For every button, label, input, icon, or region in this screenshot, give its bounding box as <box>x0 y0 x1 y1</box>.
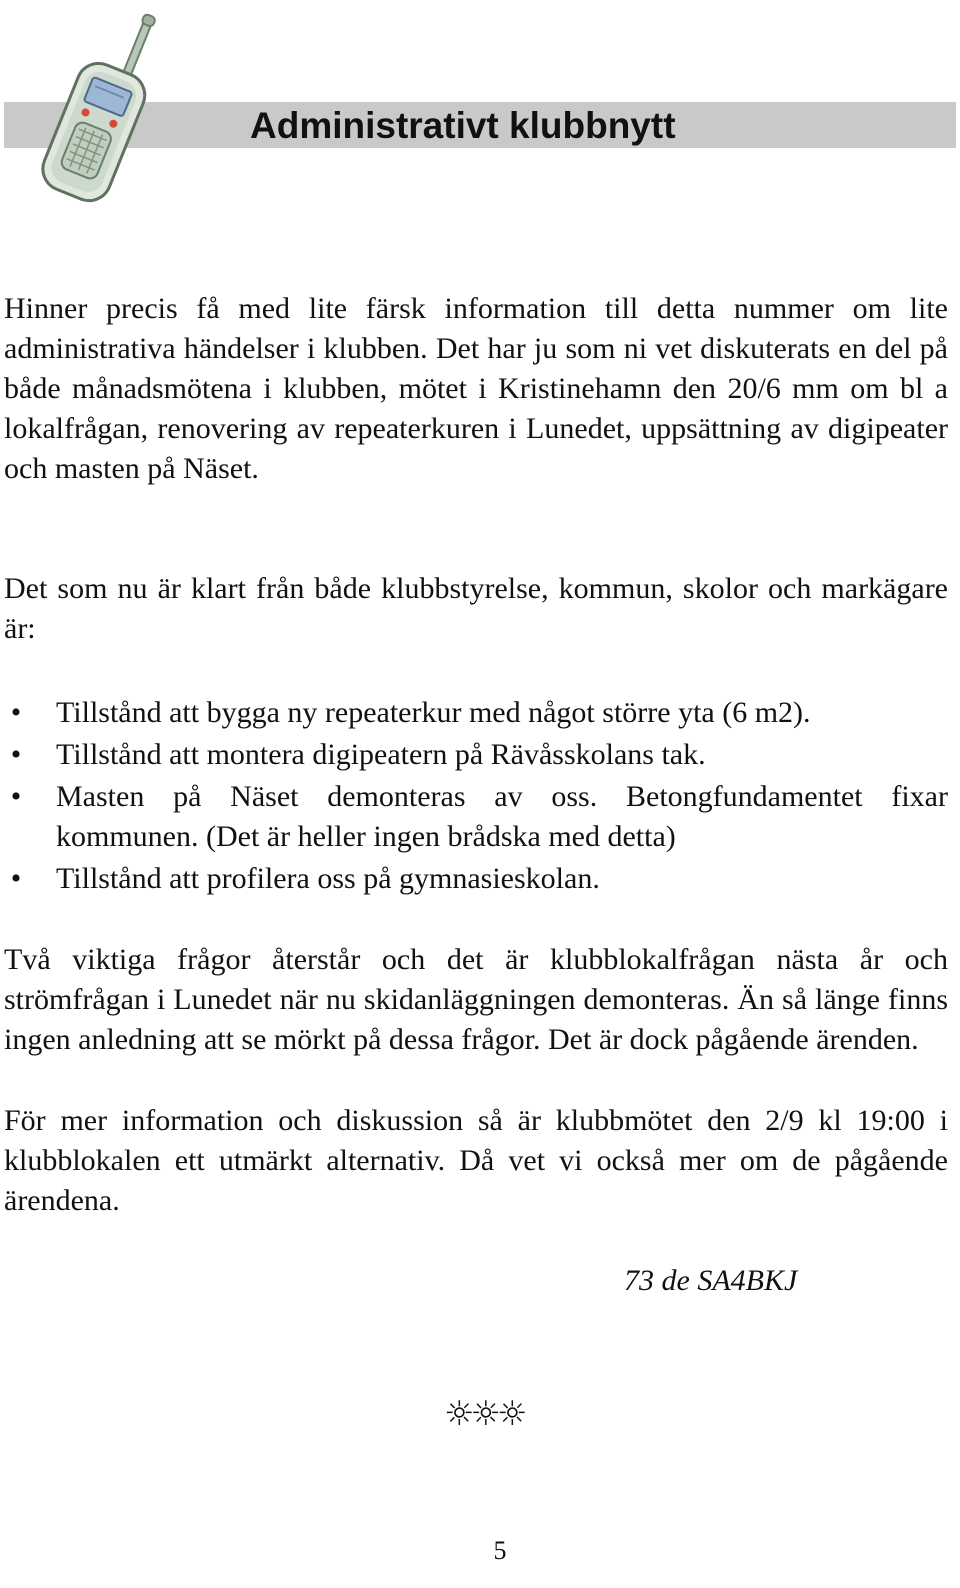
page-number: 5 <box>493 1536 507 1565</box>
signature: 73 de SA4BKJ <box>624 1264 798 1297</box>
list-item <box>4 859 948 899</box>
handheld-radio-icon <box>30 4 170 214</box>
bullet-icon: • <box>10 780 22 813</box>
sun-ornament-icon: ☼☼☼ <box>444 1394 524 1434</box>
list-item <box>4 693 948 733</box>
list-item-text: Masten på Näset demonteras av oss. Betongfundamentet fixar kommunen. (Det är heller ingen brådska med detta) <box>56 780 948 853</box>
more-info-paragraph: För mer information och diskussion så är klubbmötet den 2/9 kl 19:00 i klubblokalen ett utmärkt alternativ. Då vet vi också mer om de pågående ärendena. <box>4 1104 948 1217</box>
list-item-text: Tillstånd att profilera oss på gymnasieskolan. <box>56 862 600 895</box>
status-paragraph: Det som nu är klart från både klubbstyrelse, kommun, skolor och markägare är: <box>4 572 948 645</box>
list-item-text: Tillstånd att montera digipeatern på Rävåsskolans tak. <box>56 738 706 771</box>
remaining-questions-paragraph: Två viktiga frågor återstår och det är klubblokalfrågan nästa år och strömfrågan i Lunedet när nu skidanläggningen demonteras. Än så länge finns ingen anledning att se mörkt på dessa frågor. Det är dock pågående ärenden. <box>4 943 948 1056</box>
bullet-icon: • <box>10 862 22 895</box>
page-title: Administrativt klubbnytt <box>250 105 676 146</box>
intro-paragraph: Hinner precis få med lite färsk information till detta nummer om lite administrativa händelser i klubben. Det har ju som ni vet diskuterats en del på både månadsmötena i klubben, mötet i Kristinehamn den 20/6 mm om bl a lokalfrågan, renovering av repeaterkuren i Lunedet, uppsättning av digipeater och masten på Näset. <box>4 292 948 485</box>
bullet-icon: • <box>10 696 22 729</box>
decisions-list <box>4 693 948 901</box>
list-item <box>4 777 948 857</box>
list-item <box>4 735 948 775</box>
bullet-icon: • <box>10 738 22 771</box>
list-item-text: Tillstånd att bygga ny repeaterkur med något större yta (6 m2). <box>56 696 811 729</box>
